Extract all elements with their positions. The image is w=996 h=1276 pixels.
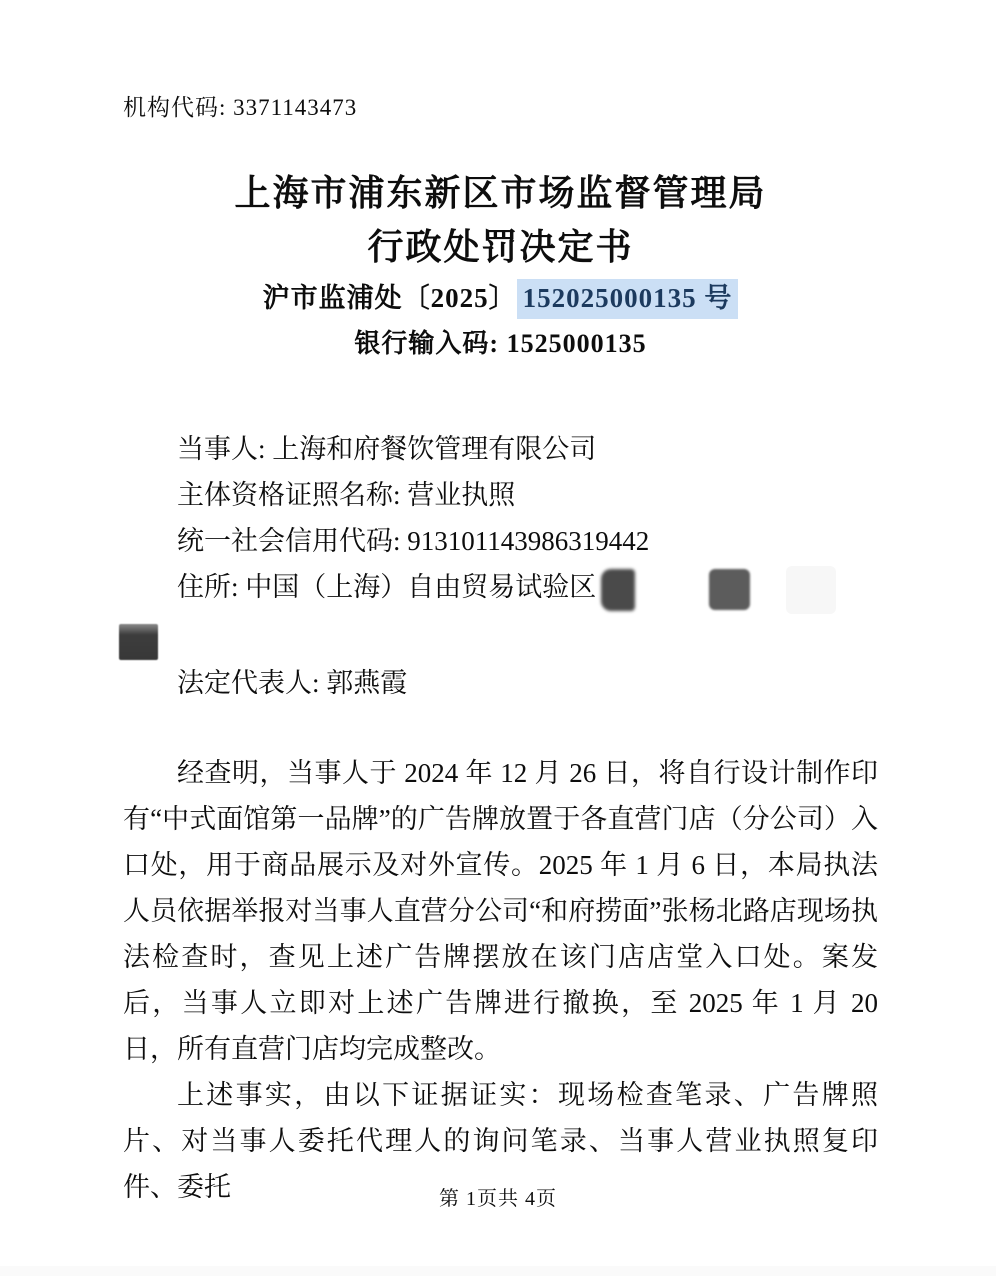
address-line bbox=[177, 564, 878, 614]
party-info-block bbox=[123, 426, 878, 706]
address-continuation-row bbox=[123, 614, 878, 660]
findings-paragraph: 经查明，当事人于 2024 年 12 月 26 日，将自行设计制作印有“中式面馆第一品牌”的广告牌放置于各直营门店（分公司）入口处，用于商品展示及对外宣传。2025 年 1 月 6 日，本局执法人员依据举报对当事人直营分公司“和府捞面”张杨北路店现场执法检查时，查见上述广告牌摆放在该门店店堂入口处。案发后，当事人立即对上述广告牌进行撤换，至 2025 年 1 月 20 日，所有直营门店均完成整改。 bbox=[123, 757, 878, 1064]
org-code-line: 机构代码: 3371143473 bbox=[123, 95, 358, 120]
document-number-highlighted: 152025000135 号 bbox=[517, 279, 739, 319]
redaction-block-margin bbox=[119, 624, 158, 660]
bank-input-code-line: 银行输入码: 1525000135 bbox=[354, 329, 647, 358]
document-number-prefix: 沪市监浦处〔2025〕 bbox=[262, 283, 517, 313]
party-name-line: 当事人: 上海和府餐饮管理有限公司 bbox=[177, 434, 597, 464]
evidence-paragraph: 上述事实，由以下证据证实：现场检查笔录、广告牌照片、对当事人委托代理人的询问笔录、当事人营业执照复印件、委托 bbox=[123, 1079, 878, 1202]
document-title-authority: 上海市浦东新区市场监督管理局 bbox=[234, 173, 767, 213]
redaction-block-address-2 bbox=[709, 569, 750, 610]
credit-code-line: 统一社会信用代码: 913101143986319442 bbox=[177, 526, 650, 556]
redaction-block-address-1 bbox=[601, 569, 635, 611]
legal-representative-line: 法定代表人: 郭燕霞 bbox=[177, 667, 408, 698]
document-number-line bbox=[123, 278, 878, 318]
license-type-line: 主体资格证照名称: 营业执照 bbox=[177, 480, 516, 510]
page-number-footer: 第 1页共 4页 bbox=[439, 1188, 557, 1210]
scan-edge-artifact bbox=[0, 1266, 996, 1276]
address-text: 住所: 中国（上海）自由贸易试验区 bbox=[177, 572, 597, 602]
redaction-block-address-3 bbox=[786, 566, 836, 614]
document-title-type: 行政处罚决定书 bbox=[367, 227, 634, 267]
